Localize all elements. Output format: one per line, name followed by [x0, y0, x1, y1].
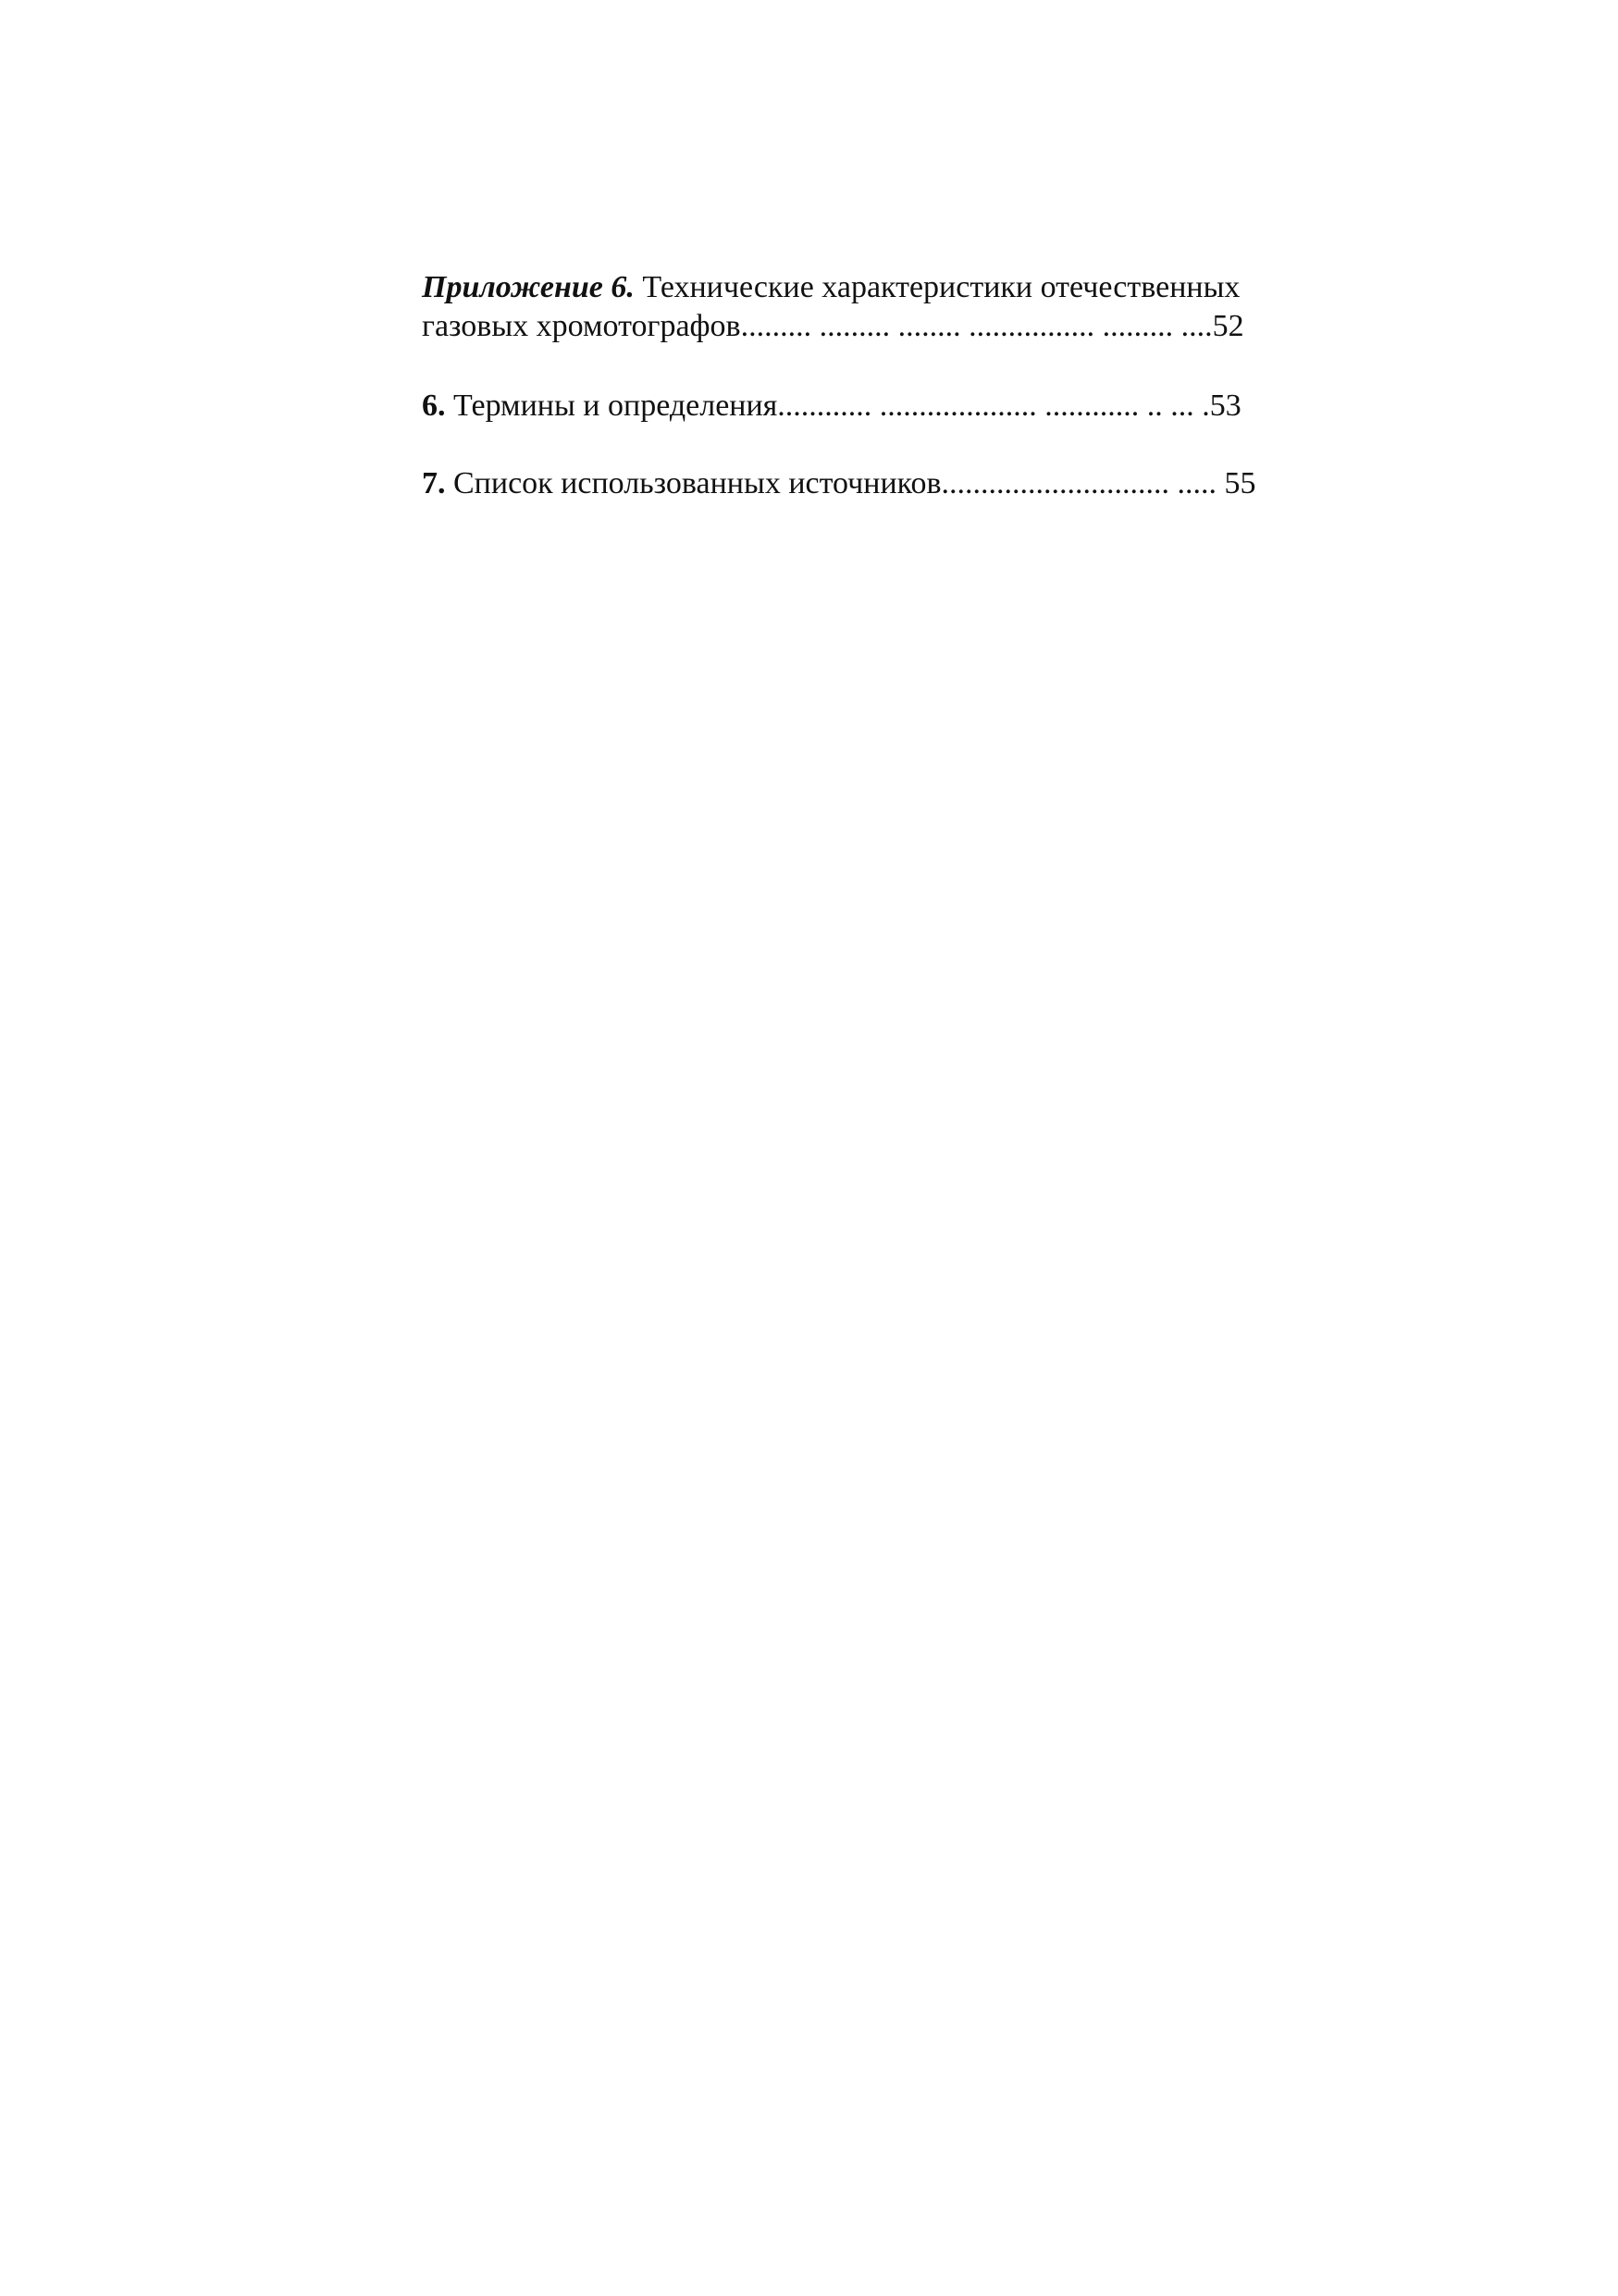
appendix-title: Технические характеристики отечественных: [642, 270, 1241, 304]
appendix-label: Приложение 6.: [422, 270, 635, 304]
section-number: 6.: [422, 389, 446, 423]
toc-entry-appendix-6: [422, 268, 1402, 346]
section-title: Список использованных источников............................. ..... 55: [453, 466, 1256, 500]
table-of-contents: [422, 268, 1402, 503]
toc-entry-line: [422, 387, 1402, 426]
toc-entry-line: [422, 464, 1402, 503]
section-title: Термины и определения............ .................... ............ .. ... .53: [453, 389, 1241, 423]
toc-entry-line-1: [422, 268, 1402, 307]
section-number: 7.: [422, 466, 446, 500]
toc-entry-section-7: [422, 464, 1402, 503]
toc-entry-line-2: газовых хромотографов......... ......... ........ ................ ......... ....52: [422, 309, 1244, 343]
toc-entry-section-6: [422, 387, 1402, 426]
